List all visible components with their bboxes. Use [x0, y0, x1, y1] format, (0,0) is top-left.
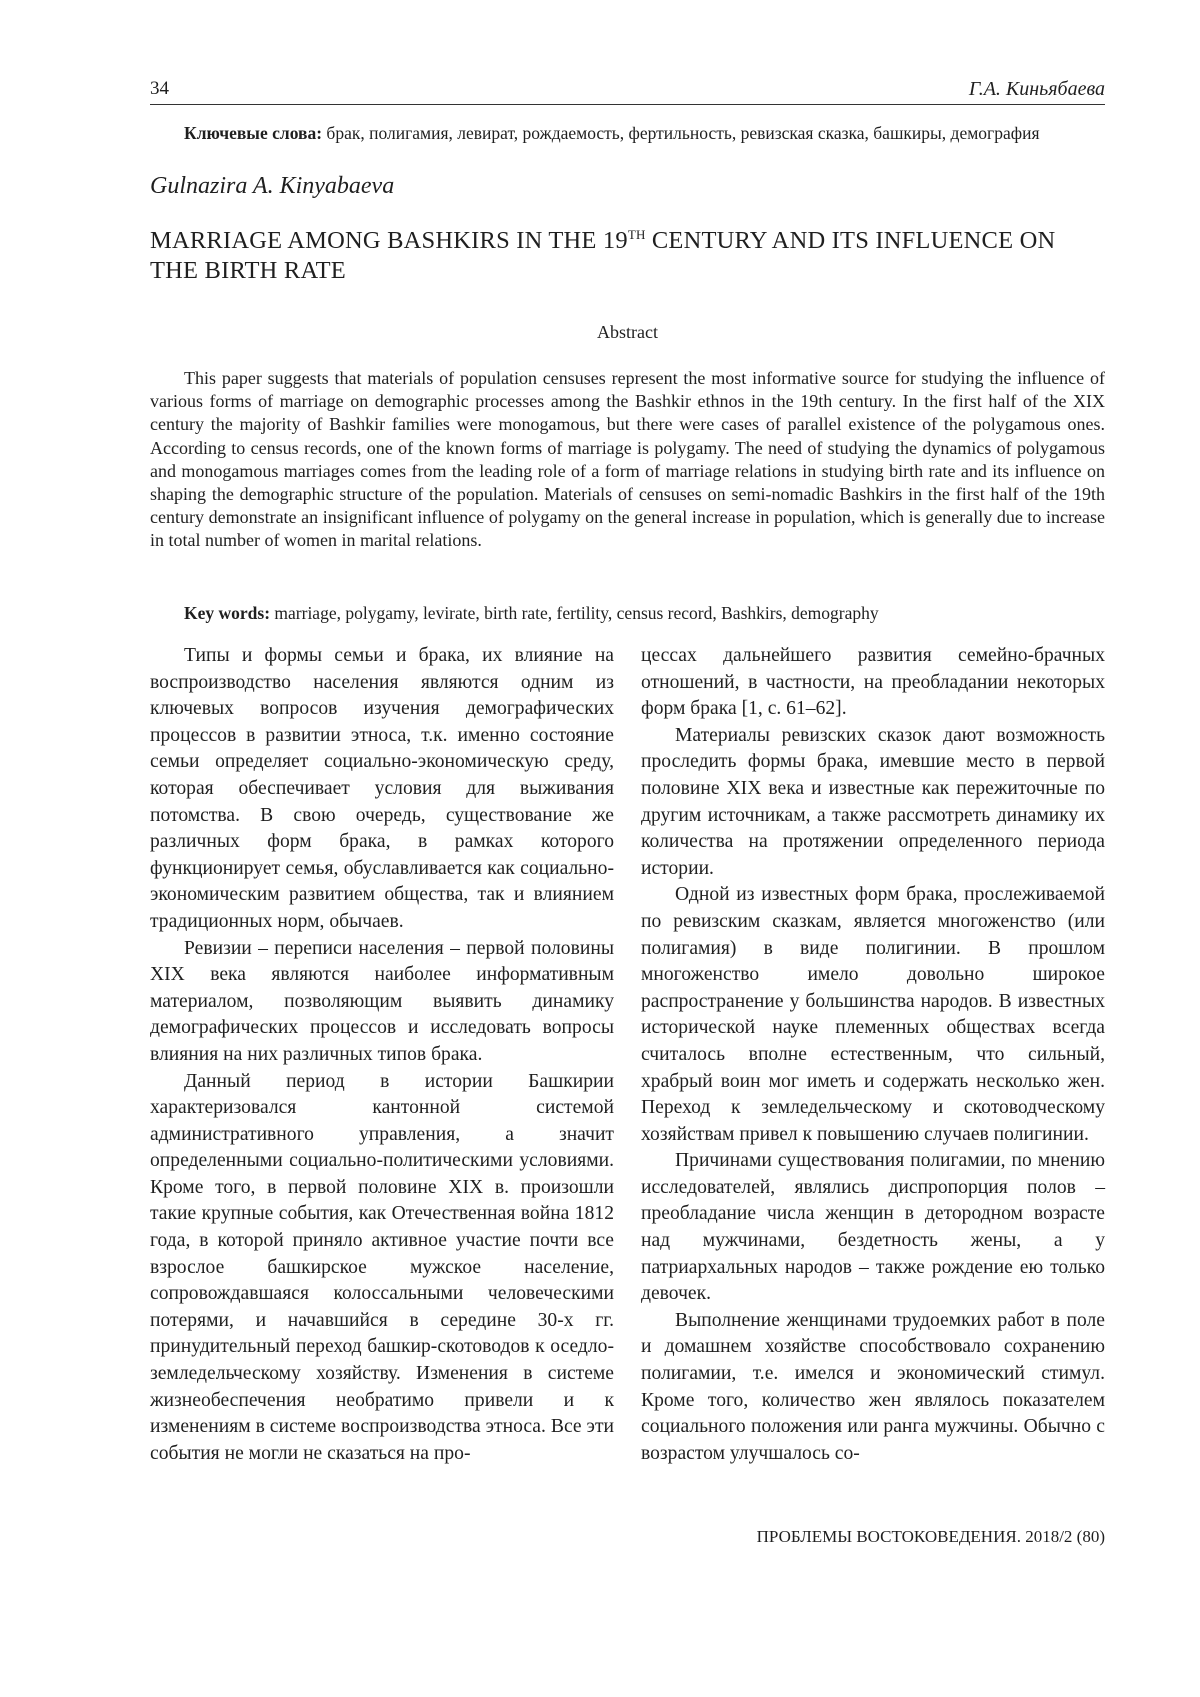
body-paragraph: Одной из известных форм брака, прослеживаемой по ревизским сказкам, является многоженство (или полигамия) в виде полигинии. В прошлом многоженство имело довольно широкое распространение у большинства народов. В известных исторической науке племенных обществах всегда считалось вполне естественным, что сильный, храбрый воин мог иметь и содержать несколько жен. Переход к земледельческому и скотоводческому хозяйствам привел к повышению случаев полигинии.	[641, 884, 1105, 1145]
keywords-russian	[184, 123, 1109, 144]
body-paragraph: Ревизии – переписи населения – первой половины XIX века являются наиболее информативным материалом, позволяющим выявить динамику демографических процессов и исследовать вопросы влияния на них различных типов брака.	[150, 937, 614, 1065]
article-title-english	[150, 226, 1105, 286]
body-column-right	[641, 643, 1105, 1467]
running-header	[150, 78, 1105, 105]
body-paragraph: Выполнение женщинами трудоемких работ в поле и домашнем хозяйстве способствовало сохранению полигамии, т.е. имелся и экономический стимул. Кроме того, количество жен являлось показателем социального положения или ранга мужчины. Обычно с возрастом улучшалось со-	[641, 1309, 1105, 1464]
journal-footer: ПРОБЛЕМЫ ВОСТОКОВЕДЕНИЯ. 2018/2 (80)	[756, 1527, 1105, 1546]
keywords-english-label: Key words:	[184, 603, 271, 623]
page-number: 34	[150, 78, 169, 99]
body-paragraph-continuation: цессах дальнейшего развития семейно-брачных отношений, в частности, на преобладании некоторых форм брака [1, с. 61–62].	[641, 645, 1105, 720]
title-part-1: MARRIAGE AMONG BASHKIRS IN THE 19	[150, 227, 628, 254]
body-paragraph: Данный период в истории Башкирии характеризовался кантонной системой административного управления, а значит определенными социально-политическими условиями. Кроме того, в первой половине XIX в. произошли такие крупные события, как Отечественная война 1812 года, в которой приняло активное участие почти все взрослое башкирское мужское население, сопровождавшаяся колоссальными человеческими потерями, и начавшийся в середине 30-х гг. принудительный переход башкир-скотоводов к оседло-земледельческому хозяйству. Изменения в системе жизнеобеспечения необратимо привели и к изменениям в системе воспроизводства этноса. Все эти события не могли не сказаться на про-	[150, 1070, 614, 1464]
running-author: Г.А. Киньябаева	[968, 78, 1105, 100]
body-paragraph: Материалы ревизских сказок дают возможность проследить формы брака, имевшие место в первой половине XIX века и известные как пережиточные по другим источникам, а также рассмотреть динамику их количества на протяжении определенного периода истории.	[641, 724, 1105, 879]
abstract-heading: Abstract	[597, 322, 658, 342]
keywords-russian-label: Ключевые слова:	[184, 123, 323, 143]
title-superscript: TH	[627, 227, 646, 242]
abstract-text: This paper suggests that materials of population censuses represent the most informative source for studying the influence of various forms of marriage on demographic processes among the Bashkir ethnos in the 19th century. In the first half of the XIX century the majority of Bashkir families were monogamous, but there were cases of parallel existence of the polygamous ones. According to census records, one of the known forms of marriage is polygamy. The need of studying the dynamics of polygamous and monogamous marriages comes from the leading role of a form of marriage relations in studying birth rate and its influence on shaping the demographic structure of the population. Materials of censuses on semi-nomadic Bashkirs in the first half of the 19th century demonstrate an insignificant influence of polygamy on the general increase in population, which is generally due to increase in total number of women in marital relations.	[150, 368, 1105, 551]
body-paragraph: Причинами существования полигамии, по мнению исследователей, являлись диспропорция полов – преобладание числа женщин в детородном возрасте над мужчинами, бездетность жены, а у патриархальных народов – также рождение ею только девочек.	[641, 1150, 1105, 1305]
author-name-english: Gulnazira A. Kinyabaeva	[150, 173, 395, 199]
body-paragraph: Типы и формы семьи и брака, их влияние на воспроизводство населения являются одним из ключевых вопросов изучения демографических процессов в развитии этноса, т.к. именно состояние семьи определяет социально-экономическую среду, которая обеспечивает условия для выживания потомства. В свою очередь, существование же различных форм брака, в рамках которого функционирует семья, обуславливается как социально-экономическим развитием общества, так и влиянием традиционных норм, обычаев.	[150, 645, 614, 932]
journal-page	[150, 0, 1105, 1697]
body-column-left	[150, 643, 614, 1467]
title-part-2: CENTURY AND ITS INFLUENCE ON THE BIRTH RATE	[150, 227, 1056, 284]
keywords-russian-text: брак, полигамия, левират, рождаемость, фертильность, ревизская сказка, башкиры, демография	[326, 123, 1040, 143]
keywords-english	[184, 603, 879, 624]
keywords-english-text: marriage, polygamy, levirate, birth rate, fertility, census record, Bashkirs, demography	[274, 603, 879, 623]
